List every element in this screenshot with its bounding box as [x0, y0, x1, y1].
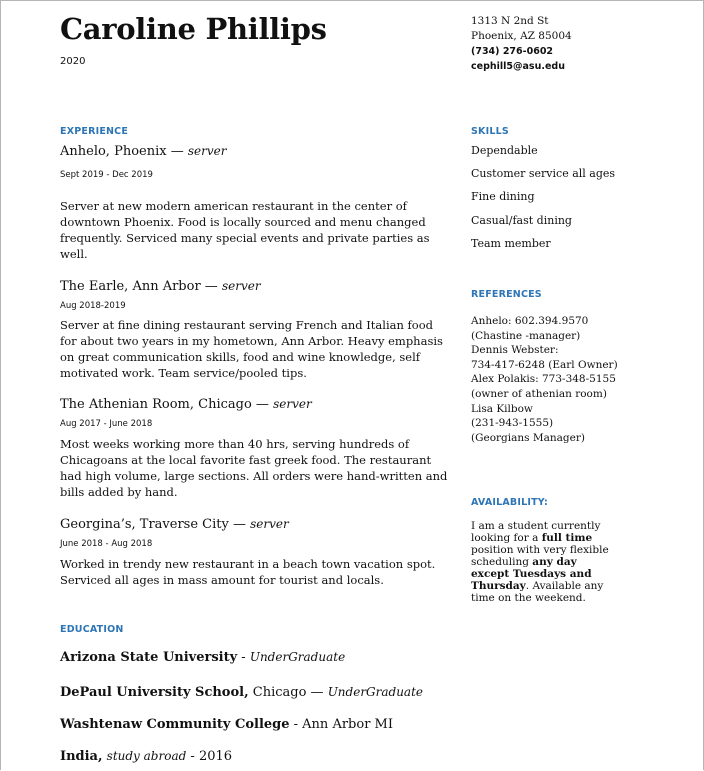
- school-name: Arizona State University: [60, 650, 238, 665]
- job-title-athenian: [60, 397, 312, 412]
- email-address: cephill5@asu.edu: [471, 61, 565, 72]
- references-heading: REFERENCES: [471, 289, 542, 300]
- job-role: server: [250, 517, 289, 531]
- skill-item: Dependable: [471, 144, 538, 157]
- address-line-1: 1313 N 2nd St: [471, 15, 549, 27]
- phone-number: (734) 276-0602: [471, 46, 554, 57]
- job-employer: The Athenian Room, Chicago —: [60, 397, 269, 412]
- job-role: server: [273, 397, 312, 411]
- school-name: India,: [60, 749, 103, 764]
- availability-heading: AVAILABILITY:: [471, 497, 549, 508]
- job-role: server: [187, 144, 227, 158]
- job-title-earle: [60, 279, 261, 294]
- job-description: Most weeks working more than 40 hrs, serving hundreds of Chicagoans at the local favorite fast greek food. The restaurant had high volume, large sections. All orders were hand-written and bills added by hand.: [60, 437, 448, 499]
- reference-line: (Georgians Manager): [471, 431, 585, 444]
- degree-level: UnderGraduate: [249, 650, 346, 664]
- skill-item: Customer service all ages: [471, 167, 616, 180]
- job-employer: Anhelo, Phoenix —: [60, 144, 184, 159]
- program-type: study abroad: [106, 749, 187, 763]
- availability-text: [471, 520, 616, 604]
- reference-line: Alex Polakis: 773-348-5155: [471, 373, 616, 386]
- job-role: server: [221, 279, 261, 293]
- reference-line: (owner of athenian room): [471, 387, 607, 400]
- school-location: Chicago —: [248, 685, 328, 700]
- education-heading: EDUCATION: [60, 624, 124, 635]
- program-year: - 2016: [186, 749, 233, 764]
- education-entry: [60, 685, 423, 700]
- job-description: Worked in trendy new restaurant in a beach town vacation spot. Serviced all ages in mass amount for tourist and locals.: [60, 557, 436, 587]
- school-name: Washtenaw Community College: [60, 717, 290, 732]
- experience-heading: EXPERIENCE: [60, 126, 129, 137]
- job-description: Server at fine dining restaurant serving French and Italian food for about two years in my hometown, Ann Arbor. Heavy emphasis on great communication skills, food and wine knowledge, self motivated work. Team service/pooled tips.: [60, 318, 443, 380]
- degree-level: UnderGraduate: [327, 685, 424, 699]
- reference-line: Dennis Webster:: [471, 344, 559, 357]
- skill-item: Fine dining: [471, 190, 535, 203]
- availability-text-1: I am a student currently looking for a: [471, 520, 601, 544]
- job-dates: June 2018 - Aug 2018: [60, 539, 153, 549]
- availability-text-2: position with very flexible scheduling: [471, 544, 609, 568]
- job-description: Server at new modern american restaurant in the center of downtown Phoenix. Food is locally sourced and menu changed frequently. Serviced many special events and private parties as well.: [60, 199, 430, 261]
- reference-line: 734-417-6248 (Earl Owner): [471, 358, 618, 371]
- school-name: DePaul University School,: [60, 685, 249, 700]
- availability-bold-2: any day except Tuesdays and Thursday: [471, 556, 592, 592]
- job-dates: Aug 2017 - June 2018: [60, 419, 153, 429]
- contact-block: [471, 14, 691, 74]
- skill-item: Casual/fast dining: [471, 214, 572, 227]
- education-entry: [60, 717, 393, 732]
- address-line-2: Phoenix, AZ 85004: [471, 30, 572, 42]
- references-list: [471, 314, 691, 445]
- job-title-anhelo: [60, 144, 226, 159]
- reference-line: (Chastine -manager): [471, 329, 581, 342]
- resume-year: 2020: [60, 56, 86, 67]
- skill-item: Team member: [471, 237, 551, 250]
- school-location: - Ann Arbor MI: [289, 717, 393, 732]
- education-separator: -: [237, 650, 250, 665]
- candidate-name: Caroline Phillips: [60, 12, 327, 46]
- job-employer: Georgina’s, Traverse City —: [60, 517, 246, 532]
- skills-heading: SKILLS: [471, 126, 509, 137]
- job-dates: Aug 2018-2019: [60, 301, 126, 311]
- reference-line: Lisa Kilbow: [471, 402, 533, 415]
- job-title-georginas: [60, 517, 289, 532]
- reference-line: (231-943-1555): [471, 417, 554, 430]
- education-entry: [60, 749, 232, 764]
- availability-text-3: . Available any time on the weekend.: [471, 580, 604, 604]
- reference-line: Anhelo: 602.394.9570: [471, 315, 589, 327]
- education-entry: [60, 650, 345, 665]
- availability-bold-1: full time: [541, 532, 593, 544]
- job-employer: The Earle, Ann Arbor —: [60, 279, 218, 294]
- job-dates: Sept 2019 - Dec 2019: [60, 170, 153, 180]
